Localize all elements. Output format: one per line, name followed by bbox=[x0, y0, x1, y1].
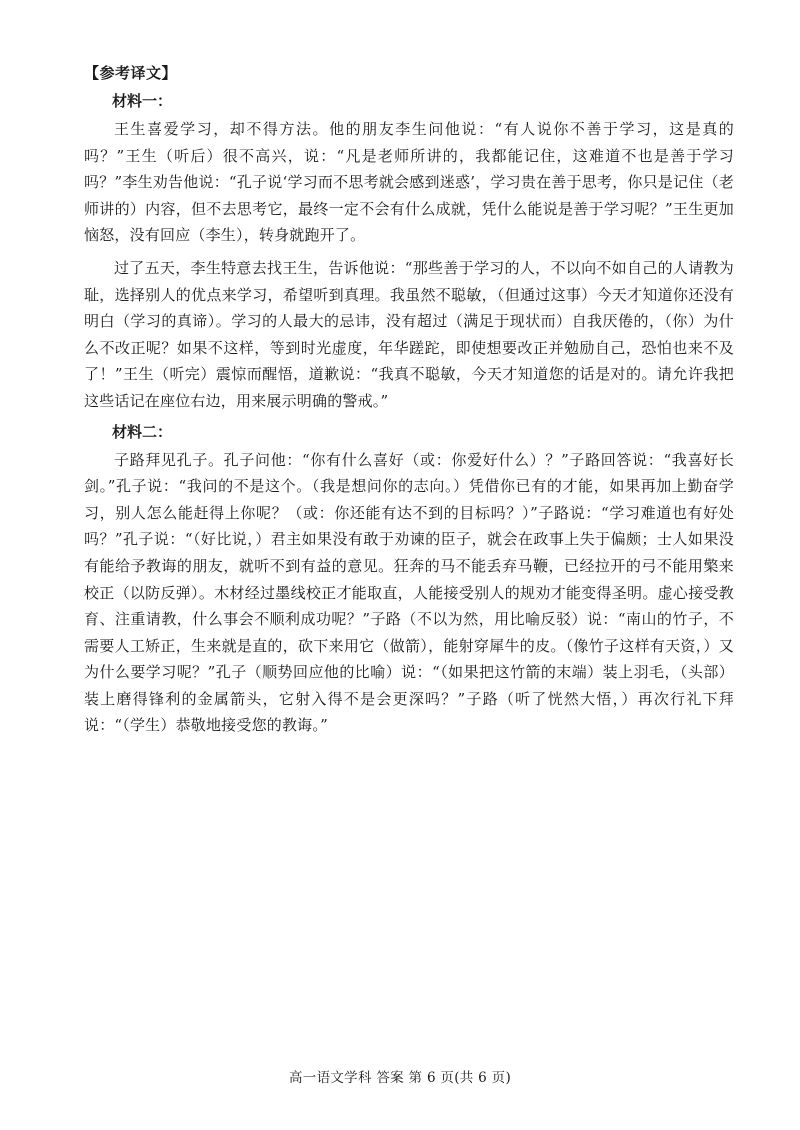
reference-translation-heading: 【参考译文】 bbox=[84, 64, 178, 82]
material-one-label: 材料一： bbox=[112, 92, 173, 110]
material-one-section bbox=[84, 90, 734, 415]
material-two-section bbox=[84, 421, 734, 740]
material-one-paragraph-1: 王生喜爱学习，却不得方法。他的朋友李生问他说：“有人说你不善于学习，这是真的吗？”王生（听后）很不高兴，说：“凡是老师所讲的，我都能记住，这难道不也是善于学习吗？”李生劝告他说：“孔子说‘学习而不思考就会感到迷惑’，学习贵在善于思考，你只是记住（老师讲的）内容，但不去思考它，最终一定不会有什么成就，凭什么能说是善于学习呢？”王生更加恼怒，没有回应（李生），转身就跑开了。 bbox=[84, 120, 734, 245]
material-one-paragraph-2: 过了五天，李生特意去找王生，告诉他说：“那些善于学习的人，不以向不如自己的人请教为耻，选择别人的优点来学习，希望听到真理。我虽然不聪敏，（但通过这事）今天才知道你还没有明白（学习的真谛）。学习的人最大的忌讳，没有超过（满足于现状而）自我厌倦的，（你）为什么不改正呢？如果不这样，等到时光虚度，年华蹉跎，即使想要改正并勉励自己，恐怕也来不及了！”王生（听完）震惊而醒悟，道歉说：“我真不聪敏，今天才知道您的话是对的。请允许我把这些话记在座位右边，用来展示明确的警戒。” bbox=[84, 258, 734, 410]
document-page bbox=[84, 62, 734, 745]
page-footer: 高一语文学科 答案 第 6 页(共 6 页) bbox=[288, 1070, 512, 1086]
material-two-paragraph-1: 子路拜见孔子。孔子问他：“你有什么喜好（或：你爱好什么）？”子路回答说：“我喜好长剑。”孔子说：“我问的不是这个。（我是想问你的志向。）凭借你已有的才能，如果再加上勤奋学习，别人怎么能赶得上你呢？（或：你还能有达不到的目标吗？）”子路说：“学习难道也有好处吗？”孔子说：“（好比说，）君主如果没有敢于劝谏的臣子，就会在政事上失于偏颇；士人如果没有能给予教诲的朋友，就听不到有益的意见。狂奔的马不能丢弃马鞭，已经拉开的弓不能用檠来校正（以防反弹）。木材经过墨线校正才能取直，人能接受别人的规劝才能变得圣明。虚心接受教育、注重请教，什么事会不顺利成功呢？”子路（不以为然，用比喻反驳）说：“南山的竹子，不需要人工矫正，生来就是直的，砍下来用它（做箭），能射穿犀牛的皮。（像竹子这样有天资，）又为什么要学习呢？”孔子（顺势回应他的比喻）说：“（如果把这竹箭的末端）装上羽毛，（头部）装上磨得锋利的金属箭头，它射入得不是会更深吗？”子路（听了恍然大悟，）再次行礼下拜说：“（学生）恭敬地接受您的教诲。” bbox=[84, 450, 734, 735]
material-two-label: 材料二： bbox=[112, 422, 173, 441]
